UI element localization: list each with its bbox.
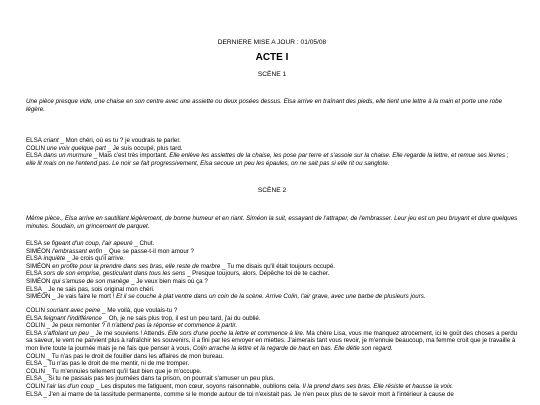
line-text: _ Mais c'est très important. — [92, 152, 170, 160]
line-text: _ Me voilà, que voulais-tu ? — [100, 307, 178, 314]
stage-direction: Elle enlève les assiettes de la chaise, les pose par terre et s'assoie sur la chaise. Elle regarde la lettre, et remue ses lèvres ; elle lit mais on ne l'entend pas. Le noir se fait progressivement, Elsa secoue un peu les épaules, on ne sait pas si elle rit ou sanglote. — [26, 152, 509, 167]
line-text: _ Presque toujours, alors. Dépêche toi de te cacher. — [185, 270, 330, 278]
speaker-name: COLIN — [26, 382, 45, 390]
dialogue-line — [26, 353, 518, 361]
scene-2-dialogue-a — [26, 240, 518, 301]
line-text: _ Tu m'ennuies tellement qu'il faut bien que je m'occupe. — [44, 367, 202, 375]
speaker-name: ELSA — [26, 329, 42, 337]
line-text: _ J'en ai marre de ta lassitude permanente, comme si le monde autour de toi n'existait pas. Je n'en peux plus de te savoir mort à l'intérieur à cause de — [41, 390, 454, 398]
line-text: _ Oh, je ne sais plus trop, il est un peu tard, j'ai du oublié. — [101, 314, 261, 322]
speaker-name: ELSA — [26, 285, 42, 293]
dialogue-line — [26, 255, 518, 263]
scene-1-dialogue — [26, 137, 518, 167]
speaker-name: ELSA — [26, 390, 42, 398]
stage-direction: inquiète — [41, 255, 66, 263]
line-text: _ Je ne sais pas, sois original mon chéri. — [41, 285, 155, 293]
dialogue-line — [26, 152, 518, 167]
stage-direction: Elle sors d'une poche la lettre et commence à lire. — [167, 329, 305, 337]
dialogue-line — [26, 375, 518, 383]
speaker-name: SIMÉON — [26, 277, 51, 285]
scene-2-title: SCÈNE 2 — [257, 187, 287, 194]
stage-direction: Et il se couche à plat ventre dans un coin de la scène. Arrive Colin, l'air grave, avec une barbe de plusieurs jours. — [116, 293, 426, 301]
dialogue-line — [26, 286, 518, 294]
line-text: Ma chère Lisa, vous me manquez atrocement, ici le goût des choses a perdu sa saveur, le vent ne parvient plus à rafraîchir les souvenirs, il a fini par les envoyer en miettes. J'aimerais tant vous revoir, je m'ennuie beaucoup, ma femme croit que je travaille à mon livre toute la journée mais je ne fais que penser à vous, — [26, 329, 518, 352]
dialogue-line — [26, 278, 518, 286]
line-text: _ Je peux remonter ? — [44, 322, 107, 330]
scene-1-title: SCÈNE 1 — [257, 71, 287, 78]
line-text: _ Je veux bien mais où ça ? — [129, 277, 208, 285]
stage-direction: une voix quelque part — [44, 144, 106, 152]
dialogue-line — [26, 368, 518, 376]
last-update-line: DERNIERE MISE A JOUR : 01/05/08 — [217, 39, 327, 46]
speaker-name: COLIN — [26, 144, 45, 152]
stage-direction: dans un murmure — [41, 152, 93, 160]
dialogue-line — [26, 383, 518, 391]
speaker-name: ELSA — [26, 152, 42, 160]
line-text: _ Que se passe-t-il mon amour ? — [102, 247, 194, 255]
line-text: _ Je me souviens ! Attends. — [88, 329, 168, 337]
scene-2-stage-direction: Même pièce., Elsa arrive en sautillant légèrement, de bonne humeur et en riant. Siméon la suit, essayant de l'attraper, de l'embrasser. Leur jeu est un peu bruyant et dure quelques minutes. Soudain, un grincement de parquet. — [26, 215, 518, 230]
dialogue-line — [26, 248, 518, 256]
dialogue-line — [26, 307, 518, 315]
stage-direction: en profite pour la prendre dans ses bras, elle reste de marbre — [50, 262, 221, 270]
stage-direction: sors de son emprise, gesticulant dans tous les sens — [41, 270, 186, 278]
speaker-name: ELSA — [26, 255, 42, 263]
speaker-name: ELSA — [26, 314, 42, 322]
line-text: _ Les disputes me fatiguent, mon cœur, soyons raisonnable, oublions cela. — [94, 382, 303, 390]
line-text: _ Je vais faire le mort ! — [50, 293, 117, 301]
speaker-name: COLIN — [26, 352, 45, 360]
dialogue-line — [26, 293, 518, 301]
line-text: _ Tu n'as pas le droit de fouiller dans les affaires de mon bureau. — [44, 352, 224, 360]
speaker-name: SIMÉON — [26, 247, 51, 255]
speaker-name: SIMÉON — [26, 262, 51, 270]
line-text: _ Si tu ne passais pas tes journées dans ta prison, on pourrait s'amuser un peu plus. — [41, 375, 275, 383]
stage-direction: feignant l'indifférence — [41, 314, 102, 322]
speaker-name: SIMÉON — [26, 293, 51, 301]
dialogue-line — [26, 315, 518, 323]
speaker-name: ELSA — [26, 375, 42, 383]
stage-direction: criant — [41, 137, 59, 144]
line-text: _ Je suis occupé, plus tard. — [105, 144, 183, 152]
speaker-name: COLIN — [26, 307, 45, 314]
line-text: _ Chut. — [132, 240, 155, 247]
dialogue-line — [26, 330, 518, 353]
line-text: _ Mon chéri, où es tu ? je voudrais te parler. — [58, 137, 181, 144]
speaker-name: ELSA — [26, 240, 42, 247]
line-text: _ Tu n'as pas le droit de me mentir, ni de me tromper. — [41, 360, 190, 368]
speaker-name: ELSA — [26, 137, 42, 144]
dialogue-line — [26, 263, 518, 271]
stage-direction: l'embrassant enfin — [50, 247, 103, 255]
dialogue-line — [26, 391, 518, 399]
speaker-name: ELSA — [26, 360, 42, 368]
dialogue-line — [26, 137, 518, 145]
stage-direction: Il n'attend pas la réponse et commence à partir. — [106, 322, 238, 330]
line-text: _ Je crois qu'il arrive. — [65, 255, 125, 263]
stage-direction: qui s'amuse de son manège — [50, 277, 130, 285]
dialogue-line — [26, 322, 518, 330]
stage-direction: Il la prend dans ses bras. Elle résiste et hausse la voix. — [302, 382, 454, 390]
scene-1-stage-direction: Une pièce presque vide, une chaise en son centre avec une assiette ou deux posées dessus. Elsa arrive en traînant des pieds, elle tient une lettre à la main et porte une robe légère. — [26, 98, 503, 113]
act-title: ACTE I — [255, 52, 289, 63]
dialogue-line — [26, 270, 518, 278]
dialogue-line — [26, 240, 518, 248]
stage-direction: Colin arrache la lettre et la regarde de haut en bas. Elle détle son regard. — [192, 344, 393, 352]
dialogue-line — [26, 360, 518, 368]
stage-direction: l'air las d'un coup — [44, 382, 95, 390]
stage-direction: souriant avec peine — [44, 307, 101, 314]
speaker-name: COLIN — [26, 322, 45, 330]
line-text: _ Tu me disais qu'il était toujours occupé. — [220, 262, 336, 270]
stage-direction: se figeant d'un coup, l'air apeuré — [41, 240, 133, 247]
speaker-name: COLIN — [26, 367, 45, 375]
dialogue-line — [26, 145, 518, 153]
stage-direction: s'affolant un peu — [41, 329, 89, 337]
scene-2-dialogue-b — [26, 307, 518, 398]
speaker-name: ELSA — [26, 270, 42, 278]
